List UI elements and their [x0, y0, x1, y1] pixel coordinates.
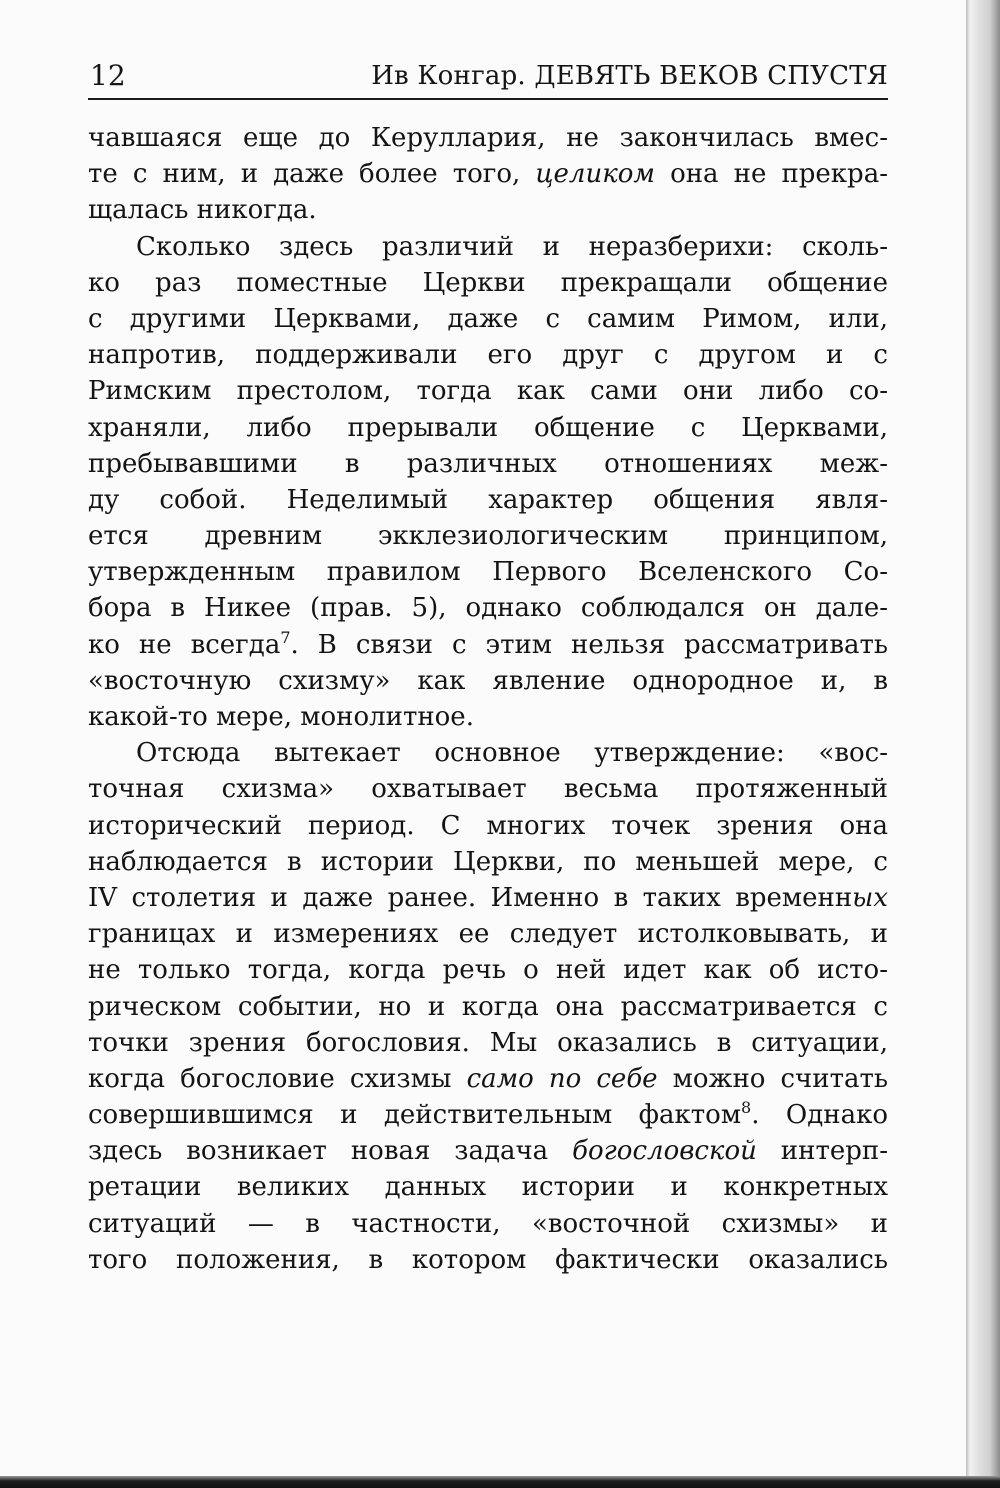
- text-line: «восточную схизму» как явление однородное и, в: [88, 665, 888, 696]
- text-line: точная схизма» охватывает весьма протяженный: [88, 774, 888, 805]
- text-line: ду собой. Неделимый характер общения явля-: [88, 484, 888, 515]
- text-line: чавшаяся еще до Керуллария, не закончилась вмес-: [88, 123, 888, 153]
- text-line: храняли, либо прерывали общение с Церквами,: [88, 412, 888, 443]
- text-line: IV столетия и даже ранее. Именно в таких временных: [88, 882, 888, 913]
- text-line: ется древним экклезиологическим принципом,: [88, 521, 888, 552]
- text-line: исторический период. С многих точек зрения она: [88, 810, 888, 841]
- text-line: ретации великих данных истории и конкретных: [88, 1172, 888, 1203]
- footnote-ref-8: 8: [741, 1098, 752, 1118]
- text-line: те с ним, и даже более того, целиком она не прекра-: [88, 159, 888, 190]
- text-line: границах и измерениях ее следует истолковывать, и: [88, 919, 888, 950]
- text-line: утвержденным правилом Первого Вселенского Со-: [88, 557, 888, 588]
- text-line: наблюдается в истории Церкви, по меньшей мере, с: [88, 846, 888, 877]
- text-line: напротив, поддерживали его друг с другом и с: [88, 340, 888, 371]
- text-line: пребывавшими в различных отношениях меж-: [88, 448, 888, 479]
- page-edge-shadow: [966, 0, 1000, 1488]
- text-line: ситуаций — в частности, «восточной схизмы» и: [88, 1208, 888, 1239]
- text-line: точки зрения богословия. Мы оказались в ситуации,: [88, 1027, 888, 1058]
- text-line: того положения, в котором фактически оказались: [88, 1244, 888, 1275]
- text-line: с другими Церквами, даже с самим Римом, или,: [88, 303, 888, 334]
- text-line: ко раз поместные Церкви прекращали общение: [88, 267, 888, 298]
- italic-emphasis: само по себе: [466, 1063, 658, 1094]
- text-line: бора в Никее (прав. 5), однако соблюдался он дале-: [88, 593, 888, 624]
- text-line: какой-то мере, монолитное.: [88, 702, 474, 732]
- italic-emphasis: ых: [852, 882, 888, 913]
- italic-emphasis: богословской: [572, 1136, 757, 1167]
- page-number: 12: [90, 59, 126, 92]
- running-title: Ив Конгар. ДЕВЯТЬ ВЕКОВ СПУСТЯ: [371, 61, 888, 91]
- running-header: [88, 56, 888, 100]
- text-line: Сколько здесь различий и неразберихи: сколь-: [136, 231, 888, 262]
- bottom-edge-shadow: [0, 1476, 1000, 1488]
- text-line: когда богословие схизмы само по себе можно считать: [88, 1063, 888, 1094]
- text-line: здесь возникает новая задача богословской интерп-: [88, 1136, 888, 1167]
- text-line: щалась никогда.: [88, 195, 317, 226]
- text-line: Отсюда вытекает основное утверждение: «вос-: [136, 738, 888, 769]
- text-line: ко не всегда$^7$. В связи с этим нельзя рассматривать: [88, 627, 888, 660]
- text-line: не только тогда, когда речь о ней идет как об исто-: [88, 955, 888, 986]
- text-line: Римским престолом, тогда как сами они либо со-: [88, 376, 888, 407]
- italic-emphasis: целиком: [535, 159, 655, 190]
- text-line: совершившимся и действительным фактом$^8$. Однако: [88, 1098, 888, 1131]
- footnote-ref-7: 7: [280, 627, 291, 647]
- text-line: рическом событии, но и когда она рассматривается с: [88, 991, 888, 1022]
- body-text: [88, 120, 888, 1278]
